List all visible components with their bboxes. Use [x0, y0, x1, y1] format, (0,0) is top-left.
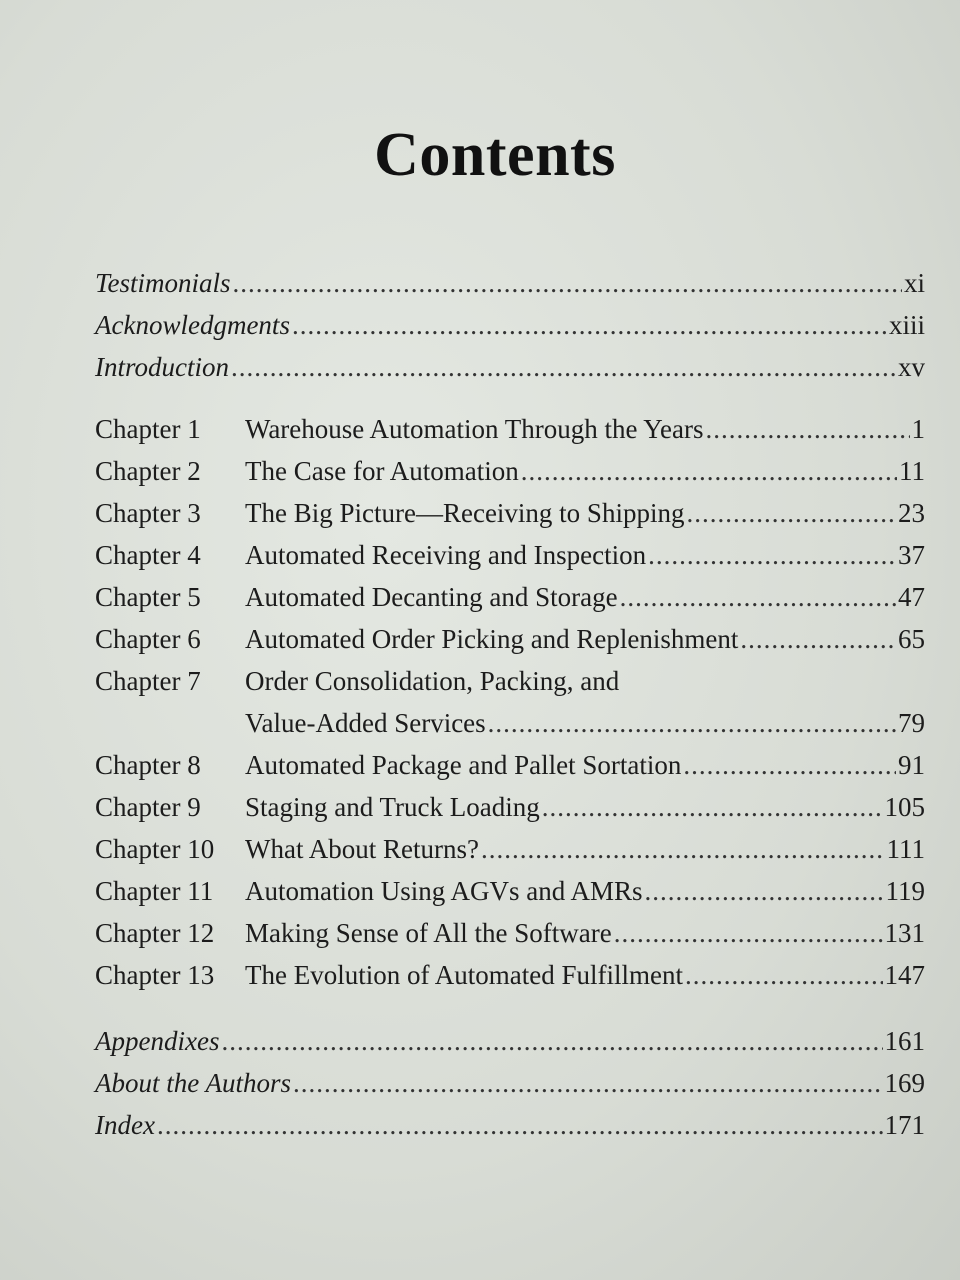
entry-page: 105 [884, 792, 925, 822]
chapter-title: Making Sense of All the Software [245, 918, 612, 948]
entry-page: xiii [888, 310, 925, 340]
entry-label: Testimonials [95, 268, 231, 298]
toc-entry-chapter-9 [95, 786, 925, 828]
chapter-title: Staging and Truck Loading [245, 792, 540, 822]
leader-dots [683, 744, 896, 786]
entry-page: 119 [885, 876, 925, 906]
chapter-title-line2: Value-Added Services [245, 708, 486, 738]
toc-entry-acknowledgments [95, 304, 925, 346]
entry-page: 131 [884, 918, 925, 948]
toc-entry-chapter-6 [95, 618, 925, 660]
entry-page: 1 [911, 414, 925, 444]
chapter-number: Chapter 9 [95, 792, 201, 822]
toc-entry-chapter-4 [95, 534, 925, 576]
toc-entry-chapter-7-continued [95, 702, 925, 744]
entry-page: 65 [898, 624, 925, 654]
leader-dots [293, 1062, 882, 1104]
entry-page: 11 [899, 456, 925, 486]
toc-entry-chapter-8 [95, 744, 925, 786]
leader-dots [614, 912, 883, 954]
toc-entry-testimonials [95, 262, 925, 304]
entry-page: 91 [898, 750, 925, 780]
chapter-number: Chapter 13 [95, 960, 215, 990]
entry-page: xi [903, 268, 925, 298]
entry-page: 37 [898, 540, 925, 570]
leader-dots [645, 870, 884, 912]
toc-entry-chapter-11 [95, 870, 925, 912]
toc-entry-chapter-10 [95, 828, 925, 870]
entry-page: 161 [884, 1026, 925, 1056]
toc-entry-appendixes [95, 1020, 925, 1062]
entry-page: 23 [898, 498, 925, 528]
leader-dots [542, 786, 883, 828]
leader-dots [706, 408, 910, 450]
toc-entry-index [95, 1104, 925, 1146]
chapter-title: Order Consolidation, Packing, and [245, 666, 620, 696]
chapter-title: The Case for Automation [245, 456, 519, 486]
leader-dots [481, 828, 885, 870]
chapter-number: Chapter 6 [95, 624, 201, 654]
chapter-title: Automation Using AGVs and AMRs [245, 876, 643, 906]
entry-label: Acknowledgments [95, 310, 290, 340]
chapter-number: Chapter 1 [95, 414, 201, 444]
chapter-title: Automated Package and Pallet Sortation [245, 750, 682, 780]
entry-page: 47 [898, 582, 925, 612]
toc-entry-chapter-2 [95, 450, 925, 492]
chapter-title: Warehouse Automation Through the Years [245, 414, 704, 444]
entry-page: 171 [884, 1110, 925, 1140]
chapter-number: Chapter 12 [95, 918, 215, 948]
leader-dots [221, 1020, 882, 1062]
front-matter-list [95, 262, 925, 388]
chapter-title: The Big Picture—Receiving to Shipping [245, 498, 685, 528]
leader-dots [686, 492, 896, 534]
chapter-number: Chapter 5 [95, 582, 201, 612]
chapter-number: Chapter 11 [95, 876, 214, 906]
chapter-title: Automated Receiving and Inspection [245, 540, 647, 570]
chapter-number: Chapter 2 [95, 456, 201, 486]
leader-dots [233, 262, 902, 304]
leader-dots [521, 450, 897, 492]
back-matter-list [95, 1020, 925, 1146]
entry-label: Introduction [95, 352, 229, 382]
leader-dots [292, 304, 887, 346]
chapter-number: Chapter 3 [95, 498, 201, 528]
leader-dots [231, 346, 896, 388]
entry-label: Appendixes [95, 1026, 220, 1056]
toc-entry-chapter-1 [95, 408, 925, 450]
chapter-number: Chapter 4 [95, 540, 201, 570]
leader-dots [620, 576, 896, 618]
leader-dots [648, 534, 896, 576]
toc-entry-introduction [95, 346, 925, 388]
entry-page: 169 [884, 1068, 925, 1098]
entry-page: 111 [886, 834, 925, 864]
page-title: Contents [374, 121, 616, 189]
toc-entry-chapter-7 [95, 660, 925, 702]
entry-label: Index [95, 1110, 155, 1140]
chapter-number: Chapter 7 [95, 666, 201, 696]
toc-entry-about-the-authors [95, 1062, 925, 1104]
leader-dots [488, 702, 896, 744]
entry-page: xv [898, 352, 925, 382]
toc-entry-chapter-3 [95, 492, 925, 534]
leader-dots [157, 1104, 883, 1146]
entry-label: About the Authors [95, 1068, 292, 1098]
chapter-title: What About Returns? [245, 834, 479, 864]
toc-entry-chapter-12 [95, 912, 925, 954]
leader-dots [740, 618, 896, 660]
leader-dots [685, 954, 883, 996]
chapter-list [95, 408, 925, 996]
chapter-title: Automated Order Picking and Replenishment [245, 624, 739, 654]
chapter-number: Chapter 10 [95, 834, 215, 864]
toc-entry-chapter-13 [95, 954, 925, 996]
chapter-number: Chapter 8 [95, 750, 201, 780]
entry-page: 79 [898, 708, 925, 738]
toc-entry-chapter-5 [95, 576, 925, 618]
chapter-title: The Evolution of Automated Fulfillment [245, 960, 683, 990]
chapter-title: Automated Decanting and Storage [245, 582, 618, 612]
entry-page: 147 [884, 960, 925, 990]
